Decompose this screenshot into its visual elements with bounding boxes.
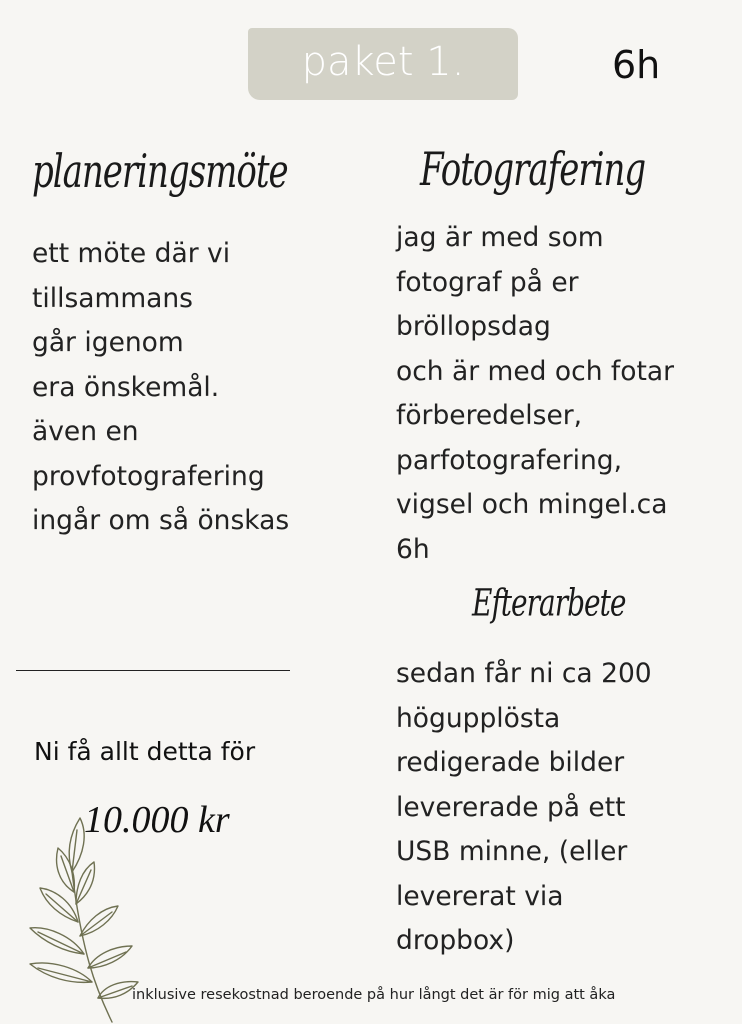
footer-note: inklusive resekostnad beroende på hur långt det är för mig att åka (132, 987, 616, 1003)
photography-heading: Fotografering (420, 143, 646, 197)
postwork-text: sedan får ni ca 200 högupplösta redigerade bilder levererade på ett USB minne, (eller levererat via dropbox) (396, 658, 652, 956)
planning-heading: planeringsmöte (32, 145, 288, 199)
olive-branch-icon (0, 812, 140, 1024)
price-intro: Ni få allt detta för (34, 737, 256, 766)
photography-text: jag är med som fotograf på er bröllopsdag och är med och fotar förberedelser, parfotografering, vigsel och mingel.ca 6h (396, 222, 674, 565)
postwork-heading: Efterarbete (472, 580, 626, 625)
planning-text: ett möte där vi tillsammans går igenom era önskemål. även en provfotografering ingår om så önskas (32, 238, 290, 536)
package-title: paket 1. (301, 39, 465, 85)
divider (16, 670, 290, 671)
package-duration: 6h (612, 43, 661, 87)
price-value: 10.000 kr (84, 799, 230, 841)
